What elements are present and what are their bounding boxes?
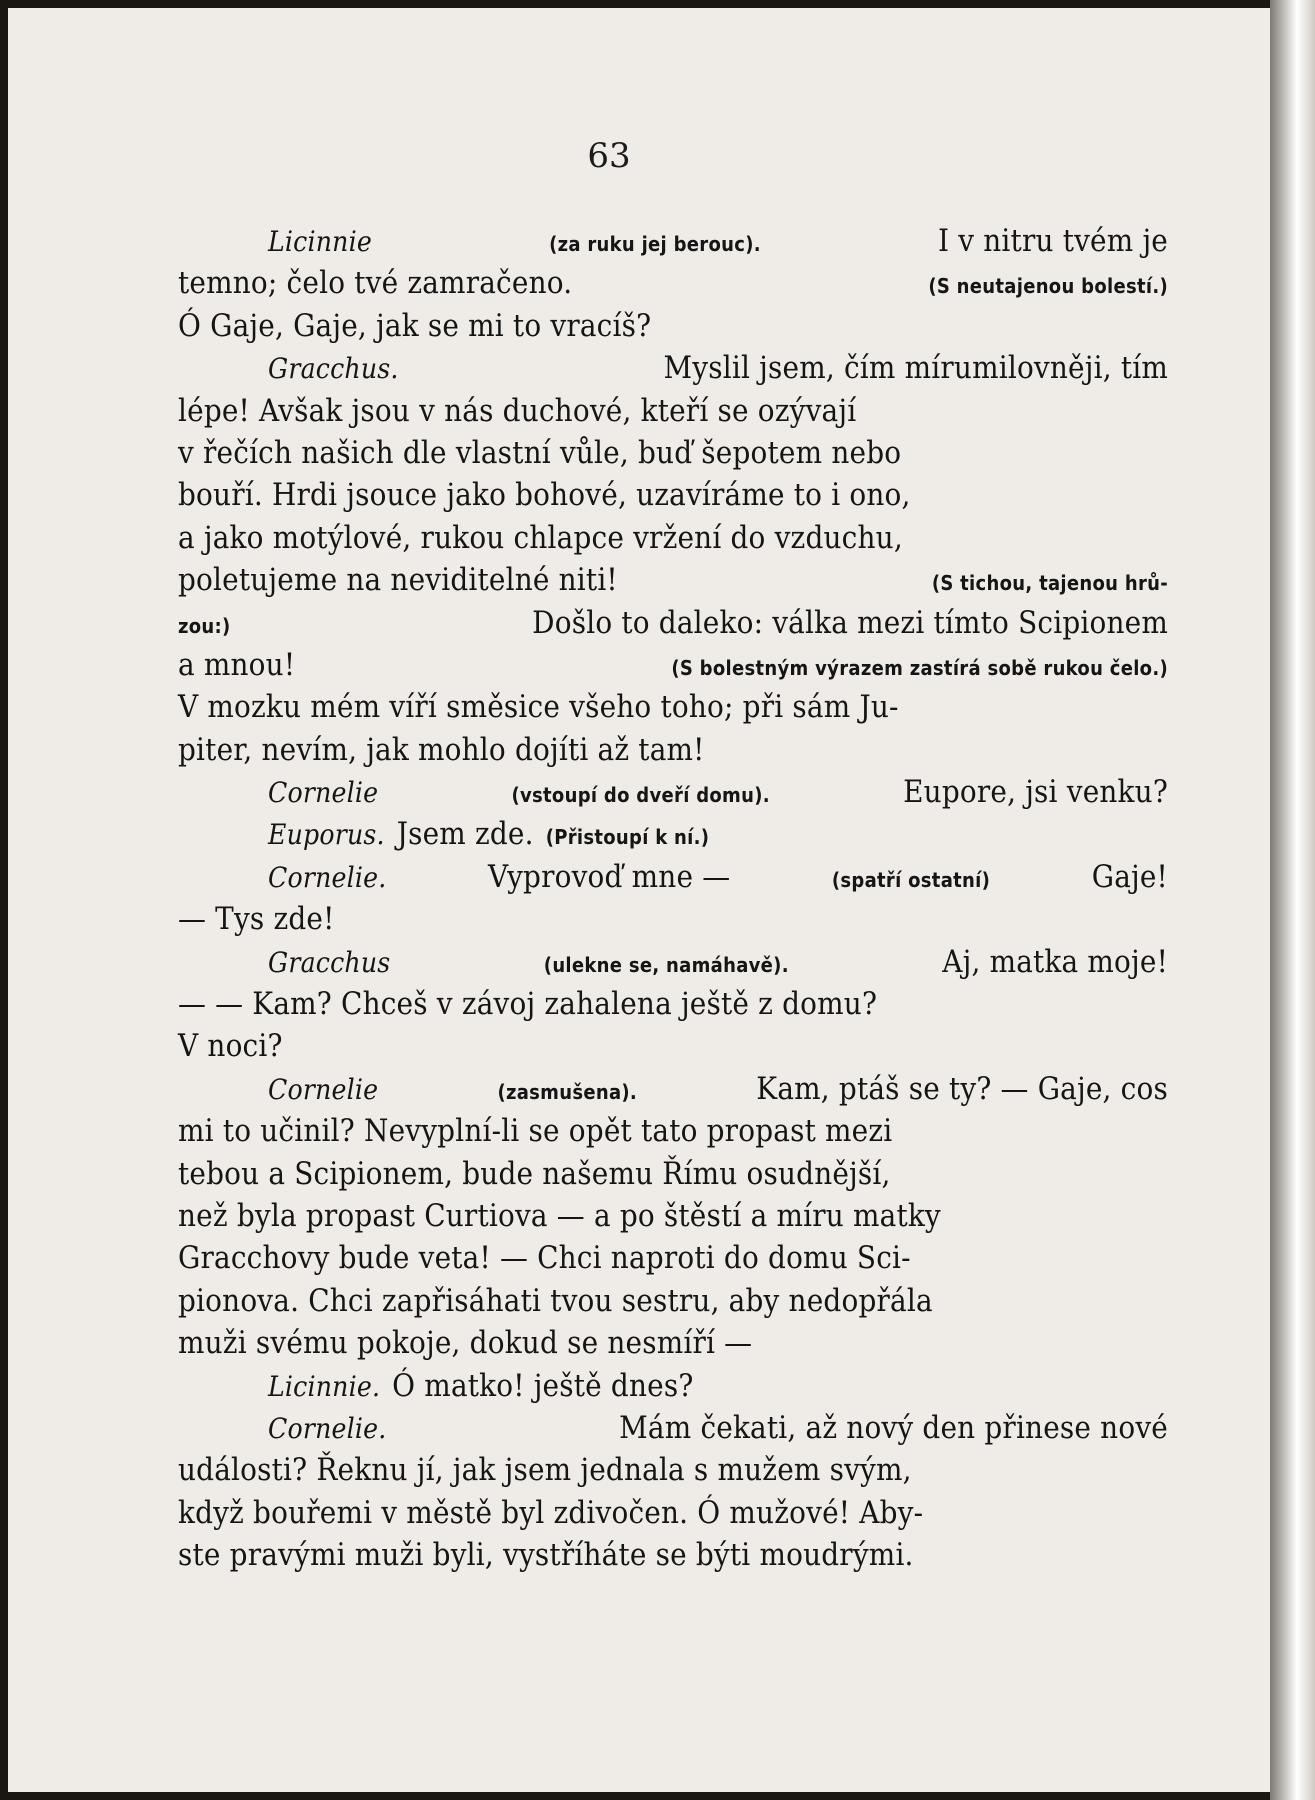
spoken-text: lépe! Avšak jsou v nás duchové, kteří se ozývají: [178, 392, 857, 429]
spoken-text: piter, nevím, jak mohlo dojíti až tam!: [178, 731, 705, 768]
spoken-text: Mám čekati, až nový den přinese nové: [619, 1409, 1168, 1446]
text-line: [178, 1110, 1168, 1152]
stage-direction: (S tichou, tajenou hrů-: [931, 571, 1168, 596]
text-line: [178, 856, 1168, 898]
spoken-text: muži svému pokoje, dokud se nesmíří —: [178, 1325, 753, 1362]
spoken-text: Došlo to daleko: válka mezi tímto Scipionem: [532, 604, 1168, 641]
text-line: [178, 262, 1168, 304]
text-line: [178, 432, 1168, 474]
speaker-name: Cornelie: [268, 1072, 379, 1106]
spoken-text: Gaje!: [1091, 858, 1168, 895]
book-page: [8, 8, 1270, 1792]
spoken-text: když bouřemi v městě byl zdivočen. Ó mužové! Aby-: [178, 1494, 924, 1531]
speaker-name: Gracchus.: [268, 352, 399, 386]
spoken-text: Kam, ptáš se ty? — Gaje, cos: [756, 1070, 1168, 1107]
stage-direction: (zasmušena).: [497, 1079, 638, 1104]
spoken-text: Ó matko! ještě dnes?: [392, 1367, 694, 1404]
spoken-text: Aj, matka moje!: [942, 943, 1168, 980]
text-line: [178, 644, 1168, 686]
text-line: [178, 898, 1168, 940]
text-line: [178, 729, 1168, 771]
spoken-text: Eupore, jsi venku?: [903, 774, 1168, 811]
spoken-text: V noci?: [178, 1028, 283, 1065]
text-line: [178, 686, 1168, 728]
spoken-text: — Tys zde!: [178, 901, 335, 938]
stage-direction: (S neutajenou bolestí.): [928, 274, 1168, 299]
text-line: [178, 602, 1168, 644]
text-line: [178, 305, 1168, 347]
stage-direction: zou:): [178, 613, 231, 638]
spoken-text: události? Řeknu jí, jak jsem jednala s mužem svým,: [178, 1452, 912, 1489]
spoken-text: mi to učinil? Nevyplní-li se opět tato propast mezi: [178, 1113, 893, 1150]
spoken-text: Myslil jsem, čím mírumilovněji, tím: [663, 350, 1168, 387]
spoken-text: Jsem zde.: [396, 816, 534, 853]
spoken-text: než byla propast Curtiova — a po štěstí a míru matky: [178, 1197, 941, 1234]
text-line: [178, 1025, 1168, 1067]
text-line: [178, 220, 1168, 262]
stage-direction: (vstoupí do dveří domu).: [511, 783, 770, 808]
text-line: [178, 347, 1168, 389]
text-line: [178, 1449, 1168, 1491]
page-number: 63: [587, 136, 631, 176]
text-line: [178, 813, 1168, 855]
spoken-text: pionova. Chci zapřisáhati tvou sestru, aby nedopřála: [178, 1282, 933, 1319]
spoken-text: — — Kam? Chceš v závoj zahalena ještě z domu?: [178, 986, 878, 1023]
text-line: [178, 1492, 1168, 1534]
book-spine-edge: [1270, 0, 1315, 1800]
speaker-name: Cornelie.: [268, 1411, 387, 1445]
spoken-text: Ó Gaje, Gaje, jak se mi to vracíš?: [178, 307, 652, 344]
spoken-text: temno; čelo tvé zamračeno.: [178, 265, 573, 302]
spoken-text: a mnou!: [178, 646, 296, 683]
text-line: [178, 1407, 1168, 1449]
text-line: [178, 1280, 1168, 1322]
speaker-name: Cornelie.: [268, 860, 387, 894]
text-line: [178, 1322, 1168, 1364]
stage-direction: (ulekne se, namáhavě).: [543, 952, 789, 977]
text-line: [178, 1237, 1168, 1279]
stage-direction: (Přistoupí k ní.): [545, 825, 710, 850]
spoken-text: Vyprovoď mne —: [487, 858, 731, 895]
stage-direction: (spatří ostatní): [831, 867, 991, 892]
spoken-text: I v nitru tvém je: [937, 223, 1168, 259]
speaker-name: Licinnie.: [268, 1369, 381, 1403]
text-line: [178, 390, 1168, 432]
text-line: [178, 1365, 1168, 1407]
spoken-text: poletujeme na neviditelné niti!: [178, 562, 618, 599]
text-line: [178, 1068, 1168, 1110]
spoken-text: tebou a Scipionem, bude našemu Římu osudnější,: [178, 1155, 891, 1192]
speaker-name: Gracchus: [268, 945, 391, 979]
dialogue-text: [178, 220, 1168, 1577]
text-line: [178, 517, 1168, 559]
text-line: [178, 983, 1168, 1025]
text-line: [178, 1195, 1168, 1237]
speaker-name: Euporus.: [268, 818, 385, 852]
spoken-text: v řečích našich dle vlastní vůle, buď šepotem nebo: [178, 434, 902, 471]
text-line: [178, 1153, 1168, 1195]
spoken-text: Gracchovy bude veta! — Chci naproti do domu Sci-: [178, 1240, 911, 1277]
spoken-text: V mozku mém víří směsice všeho toho; při sám Ju-: [178, 689, 899, 726]
text-line: [178, 559, 1168, 601]
text-line: [178, 1534, 1168, 1576]
stage-direction: (za ruku jej berouc).: [549, 232, 761, 256]
spoken-text: a jako motýlové, rukou chlapce vržení do vzduchu,: [178, 519, 903, 556]
spoken-text: ste pravými muži byli, vystříháte se býti moudrými.: [178, 1537, 914, 1574]
text-line: [178, 771, 1168, 813]
text-line: [178, 941, 1168, 983]
speaker-name: Cornelie: [268, 776, 379, 810]
stage-direction: (S bolestným výrazem zastírá sobě rukou čelo.): [671, 655, 1168, 680]
speaker-name: Licinnie: [268, 225, 372, 258]
spoken-text: bouří. Hrdi jsouce jako bohové, uzavíráme to i ono,: [178, 477, 911, 514]
text-line: [178, 474, 1168, 516]
